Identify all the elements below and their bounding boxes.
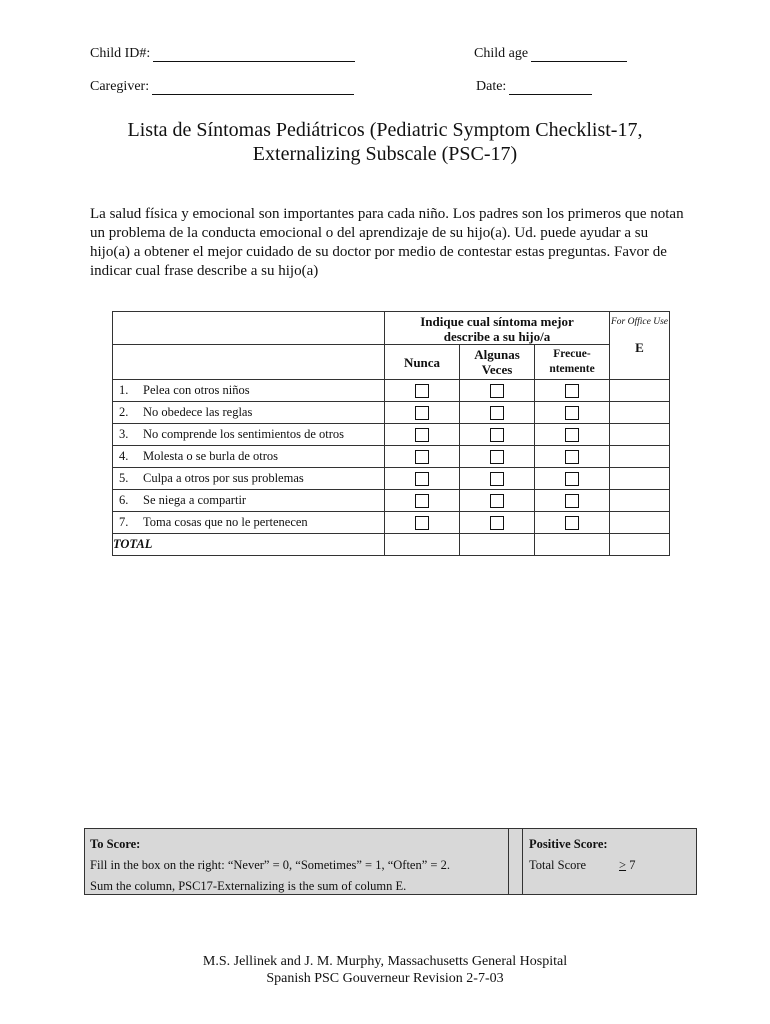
- threshold: [619, 858, 635, 873]
- to-score-label: To Score:: [90, 837, 141, 851]
- checkbox-frecuentemente[interactable]: [565, 428, 579, 442]
- table-row: [113, 490, 670, 512]
- child-age-field[interactable]: [474, 46, 627, 62]
- checkbox-algunas-veces[interactable]: [490, 450, 504, 464]
- total-score-cell[interactable]: [610, 534, 670, 556]
- item-text: Culpa a otros por sus problemas: [143, 471, 304, 485]
- scoring-instruction-1: Fill in the box on the right: “Never” = 0, “Sometimes” = 1, “Often” = 2.: [90, 858, 450, 872]
- item-text: No comprende los sentimientos de otros: [143, 427, 345, 441]
- item-number: 4.: [119, 449, 129, 463]
- child-id-field[interactable]: [90, 46, 355, 62]
- caregiver-label: Caregiver:: [90, 79, 150, 94]
- table-row: [113, 468, 670, 490]
- total-cell-frecuentemente: [535, 534, 610, 556]
- total-row: [113, 534, 670, 556]
- item-label: [113, 490, 385, 512]
- checkbox-frecuentemente[interactable]: [565, 450, 579, 464]
- caregiver-field[interactable]: [90, 79, 354, 95]
- intro-paragraph: La salud física y emocional son importantes para cada niño. Los padres son los primeros que notan un problema de la conducta emocional o del aprendizaje de su hijo(a). Ud. puede ayudar a su hijo(a) a obtener el mejor cuidado de su doctor por medio de contestar estas preguntas. Favor de indicar cual frase describe a su hijo(a): [90, 206, 684, 279]
- blank-header-cell: [113, 312, 385, 345]
- item-number: 6.: [119, 493, 129, 507]
- col-header-frecuentemente: Frecue-ntemente: [535, 345, 610, 380]
- checkbox-algunas-veces[interactable]: [490, 428, 504, 442]
- checkbox-algunas-veces[interactable]: [490, 384, 504, 398]
- column-e-header: E: [635, 340, 644, 355]
- item-number: 5.: [119, 471, 129, 485]
- blank-subheader-cell: [113, 345, 385, 380]
- item-label: [113, 424, 385, 446]
- table-row: [113, 402, 670, 424]
- threshold-symbol: >: [619, 858, 627, 872]
- total-score-label: Total Score: [529, 858, 587, 872]
- table-row: [113, 512, 670, 534]
- total-cell-nunca: [385, 534, 460, 556]
- checkbox-algunas-veces[interactable]: [490, 494, 504, 508]
- item-number: 1.: [119, 383, 129, 397]
- positive-score-panel: [529, 829, 694, 894]
- scoring-instruction-2: Sum the column, PSC17-Externalizing is the sum of column E.: [90, 879, 407, 893]
- checkbox-nunca[interactable]: [415, 516, 429, 530]
- child-age-label: Child age: [474, 46, 529, 61]
- table-row: [113, 424, 670, 446]
- item-number: 2.: [119, 405, 129, 419]
- item-label: [113, 512, 385, 534]
- caregiver-line[interactable]: [152, 80, 354, 95]
- child-age-line[interactable]: [531, 47, 627, 62]
- total-cell-algunas-veces: [460, 534, 535, 556]
- date-field[interactable]: [476, 79, 592, 95]
- office-use-header: [610, 312, 670, 380]
- checkbox-frecuentemente[interactable]: [565, 516, 579, 530]
- child-id-label: Child ID#:: [90, 46, 151, 61]
- checkbox-algunas-veces[interactable]: [490, 516, 504, 530]
- checkbox-nunca[interactable]: [415, 494, 429, 508]
- checkbox-nunca[interactable]: [415, 428, 429, 442]
- item-label: [113, 468, 385, 490]
- checkbox-frecuentemente[interactable]: [565, 472, 579, 486]
- scoring-divider: [522, 829, 523, 894]
- checkbox-algunas-veces[interactable]: [490, 472, 504, 486]
- item-label: [113, 446, 385, 468]
- item-label: [113, 380, 385, 402]
- office-score-cell[interactable]: [610, 512, 670, 534]
- checkbox-frecuentemente[interactable]: [565, 384, 579, 398]
- child-id-line[interactable]: [153, 47, 355, 62]
- col-header-nunca: Nunca: [385, 345, 460, 380]
- office-score-cell[interactable]: [610, 468, 670, 490]
- office-use-label: For Office Use: [611, 317, 668, 327]
- positive-score-label: Positive Score:: [529, 837, 608, 851]
- item-text: Molesta o se burla de otros: [143, 449, 279, 463]
- col-header-algunas-veces: Algunas Veces: [460, 345, 535, 380]
- checkbox-nunca[interactable]: [415, 406, 429, 420]
- symptom-checklist-table: [112, 311, 670, 556]
- item-text: Pelea con otros niños: [143, 383, 250, 397]
- item-text: Se niega a compartir: [143, 493, 247, 507]
- footer-line-2: Spanish PSC Gouverneur Revision 2-7-03: [266, 971, 504, 986]
- office-score-cell[interactable]: [610, 402, 670, 424]
- checkbox-nunca[interactable]: [415, 472, 429, 486]
- checkbox-nunca[interactable]: [415, 450, 429, 464]
- checkbox-nunca[interactable]: [415, 384, 429, 398]
- table-row: [113, 380, 670, 402]
- total-label: TOTAL: [113, 534, 385, 556]
- office-score-cell[interactable]: [610, 380, 670, 402]
- page-title: [0, 118, 770, 166]
- date-line[interactable]: [509, 80, 592, 95]
- item-text: No obedece las reglas: [143, 405, 253, 419]
- item-text: Toma cosas que no le pertenecen: [143, 515, 308, 529]
- office-score-cell[interactable]: [610, 490, 670, 512]
- footer-line-1: M.S. Jellinek and J. M. Murphy, Massachusetts General Hospital: [202, 954, 568, 969]
- date-label: Date:: [476, 79, 507, 94]
- scoring-instructions: [85, 829, 507, 894]
- checkbox-frecuentemente[interactable]: [565, 406, 579, 420]
- office-score-cell[interactable]: [610, 424, 670, 446]
- scoring-box: [84, 828, 697, 895]
- title-line-2: Externalizing Subscale (PSC-17): [252, 143, 518, 165]
- table-row: [113, 446, 670, 468]
- threshold-value: 7: [629, 858, 636, 872]
- group-header: Indique cual síntoma mejor describe a su hijo/a: [385, 312, 610, 345]
- checkbox-frecuentemente[interactable]: [565, 494, 579, 508]
- title-line-1: Lista de Síntomas Pediátricos (Pediatric Symptom Checklist-17,: [127, 119, 643, 141]
- office-score-cell[interactable]: [610, 446, 670, 468]
- item-label: [113, 402, 385, 424]
- item-number: 7.: [119, 515, 129, 529]
- checkbox-algunas-veces[interactable]: [490, 406, 504, 420]
- item-number: 3.: [119, 427, 129, 441]
- scoring-divider: [508, 829, 509, 894]
- footer: [0, 953, 770, 987]
